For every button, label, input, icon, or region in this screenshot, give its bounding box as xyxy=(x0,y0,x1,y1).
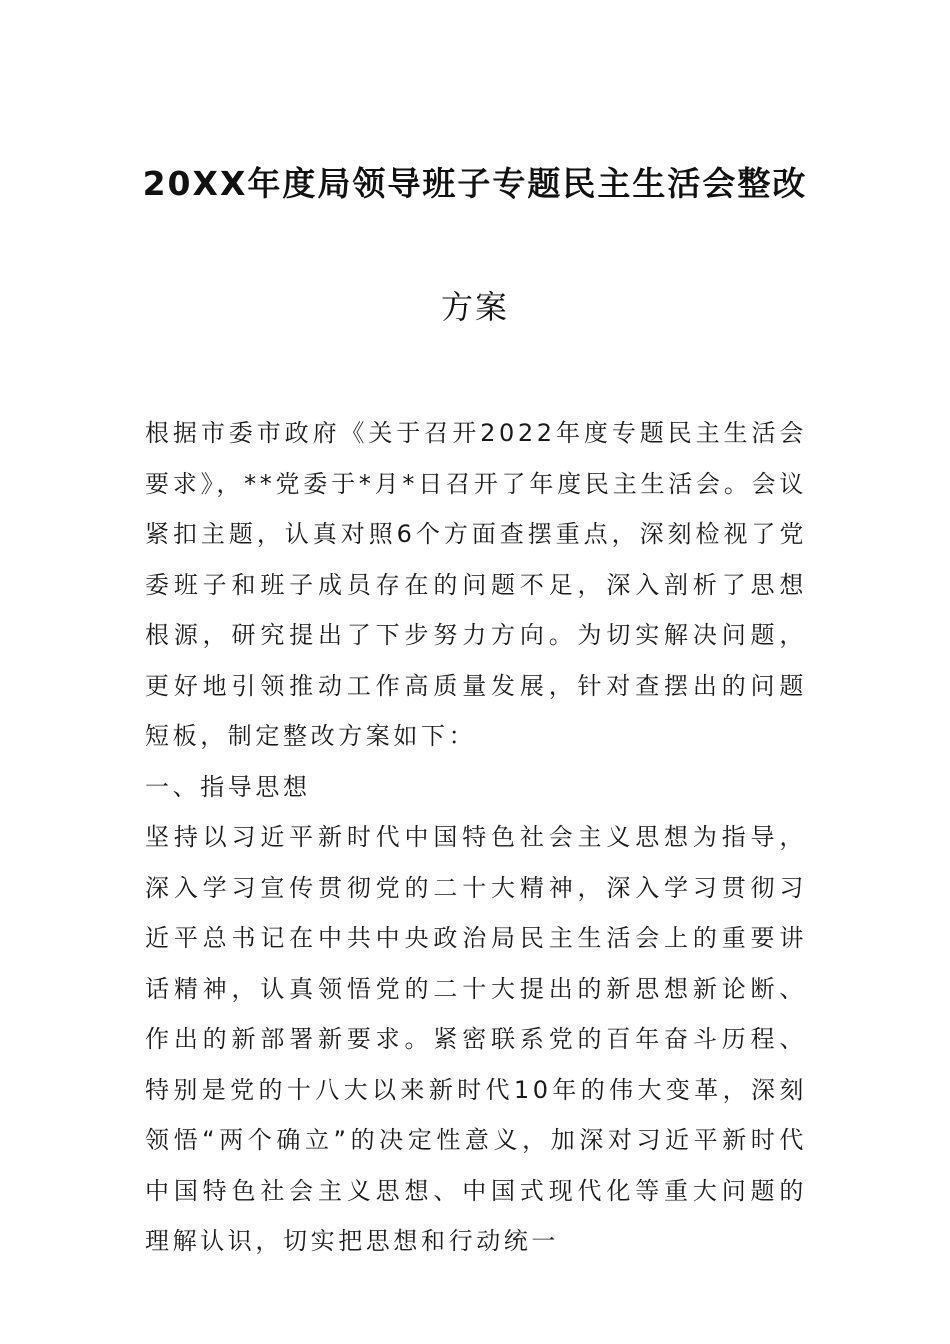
document-body xyxy=(145,408,807,1267)
document-title-line-1: 20XX年度局领导班子专题民主生活会整改 xyxy=(142,164,808,203)
guiding-ideology-paragraph: 坚持以习近平新时代中国特色社会主义思想为指导，深入学习宣传贯彻党的二十大精神，深入学习贯彻习近平总书记在中共中央政治局民主生活会上的重要讲话精神，认真领悟党的二十大提出的新思想新论断、作出的新部署新要求。紧密联系党的百年奋斗历程、特别是党的十八大以来新时代10年的伟大变革，深刻领悟“两个确立”的决定性意义，加深对习近平新时代中国特色社会主义思想、中国式现代化等重大问题的理解认识，切实把思想和行动统一 xyxy=(145,823,807,1255)
document-title-line-2: 方案 xyxy=(440,288,509,326)
intro-paragraph: 根据市委市政府《关于召开2022年度专题民主生活会要求》，**党委于*月*日召开了年度民主生活会。会议紧扣主题，认真对照6个方面查摆重点，深刻检视了党委班子和班子成员存在的问题不足，深入剖析了思想根源，研究提出了下步努力方向。为切实解决问题，更好地引领推动工作高质量发展，针对查摆出的问题短板，制定整改方案如下： xyxy=(145,419,807,750)
section-heading-guiding-ideology: 一、指导思想 xyxy=(145,772,311,801)
